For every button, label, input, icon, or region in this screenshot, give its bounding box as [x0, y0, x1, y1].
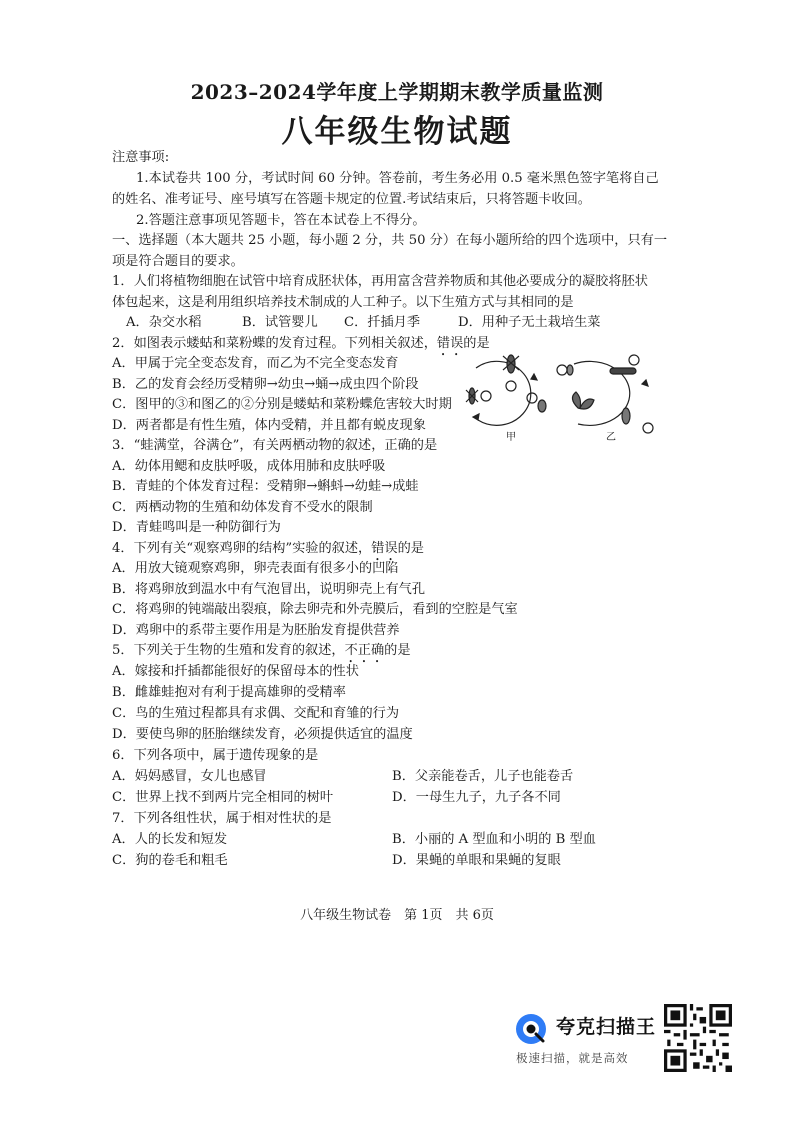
notice-heading: 注意事项:	[112, 150, 170, 165]
diagram-label-yi: 乙	[606, 432, 616, 442]
q2-option-d: D．两者都是有性生殖，体内受精，并且都有蜕皮现象	[112, 418, 426, 433]
q4-option-c: C．将鸡卵的钝端敲出裂痕，除去卵壳和外壳膜后，看到的空腔是气室	[112, 602, 518, 617]
q6-option-d: D．一母生九子，九子各不同	[392, 790, 561, 805]
q3-option-a: A．幼体用鳃和皮肤呼吸，成体用肺和皮肤呼吸	[112, 459, 386, 474]
q2-stem-post: 的是	[463, 336, 490, 351]
q3-option-b: B．青蛙的个体发育过程：受精卵→蝌蚪→幼蛙→成蛙	[112, 479, 419, 494]
q2-stem-pre: 2．如图表示蝼蛄和菜粉蝶的发育过程。下列相关叙述，	[112, 336, 437, 351]
q7-stem: 7．下列各组性状，属于相对性状的是	[112, 811, 332, 826]
q5-option-a: A．嫁接和扦插都能很好的保留母本的性状	[112, 664, 359, 679]
q7-option-a: A．人的长发和短发	[112, 832, 228, 847]
q3-option-c: C．两栖动物的生殖和幼体发育不受水的限制	[112, 500, 373, 515]
q6-option-b: B．父亲能卷舌，儿子也能卷舌	[392, 769, 574, 784]
q2-option-a: A．甲属于完全变态发育，而乙为不完全变态发育	[112, 356, 399, 371]
q1-option-a: A．杂交水稻	[126, 315, 202, 330]
notice-item-1-line-1: 1.本试卷共 100 分，考试时间 60 分钟。答卷前，考生务必用 0.5 毫米黑色签字笔将自己	[136, 171, 659, 186]
q5-option-c: C．鸟的生殖过程都具有求偶、交配和育雏的行为	[112, 706, 400, 721]
exam-title: 2023–2024学年度上学期期末教学质量监测	[190, 80, 604, 104]
q5-stem-emphasis: 不正确	[344, 643, 385, 658]
scanner-brand-name: 夸克扫描王	[556, 1016, 657, 1038]
notice-item-2: 2.答题注意事项见答题卡，答在本试卷上不得分。	[136, 213, 426, 228]
q4-option-d: D．鸡卵中的系带主要作用是为胚胎发育提供营养	[112, 623, 400, 638]
q2-stem-emphasis: 错误	[436, 336, 464, 351]
q1-option-d: D．用种子无土栽培生菜	[458, 315, 601, 330]
q4-stem-pre: 4．下列有关“观察鸡卵的结构”实验的叙述，	[112, 541, 372, 556]
cycle-yi	[557, 355, 653, 433]
q1-stem-line-2: 体包起来，这是利用组织培养技术制成的人工种子。以下生殖方式与其相同的是	[112, 295, 574, 310]
q4-option-a: A．用放大镜观察鸡卵，卵壳表面有很多小的凹陷	[112, 561, 399, 576]
q7-option-c: C．狗的卷毛和粗毛	[112, 853, 228, 868]
q2-option-c: C．图甲的③和图乙的②分别是蝼蛄和菜粉蝶危害较大时期	[112, 397, 452, 412]
q4-stem-post: 的是	[397, 541, 424, 556]
insect-development-diagram	[456, 350, 666, 442]
q6-option-c: C．世界上找不到两片完全相同的树叶	[112, 790, 334, 805]
q5-option-d: D．要使鸟卵的胚胎继续发育，必须提供适宜的温度	[112, 727, 413, 742]
qr-code-icon	[664, 1004, 732, 1072]
scanner-tagline: 极速扫描，就是高效	[516, 1051, 629, 1065]
q7-option-b: B．小丽的 A 型血和小明的 B 型血	[392, 832, 596, 847]
q1-stem-line-1: 1．人们将植物细胞在试管中培育成胚状体，再用富含营养物质和其他必要成分的凝胶将胚状	[112, 274, 648, 289]
q1-option-b: B．试管婴儿	[242, 315, 318, 330]
q3-option-d: D．青蛙鸣叫是一种防御行为	[112, 520, 281, 535]
q5-stem-pre: 5．下列关于生物的生殖和发育的叙述，	[112, 643, 345, 658]
q7-option-d: D．果蝇的单眼和果蝇的复眼	[392, 853, 561, 868]
q6-stem: 6．下列各项中，属于遗传现象的是	[112, 748, 319, 763]
q4-option-b: B．将鸡卵放到温水中有气泡冒出，说明卵壳上有气孔	[112, 582, 426, 597]
q1-option-c: C．扦插月季	[344, 315, 421, 330]
exam-subtitle: 八年级生物试题	[281, 114, 513, 150]
cycle-jia	[466, 355, 546, 425]
q4-stem-emphasis: 错误	[371, 541, 398, 556]
q5-option-b: B．雌雄蛙抱对有利于提高雄卵的受精率	[112, 685, 346, 700]
q2-option-b: B．乙的发育会经历受精卵→幼虫→蛹→成虫四个阶段	[112, 377, 419, 392]
scanner-logo-icon	[514, 1012, 548, 1046]
section-heading-line-2: 项是符合题目的要求。	[112, 254, 244, 269]
q5-stem-post: 的是	[384, 643, 411, 658]
diagram-label-jia: 甲	[506, 432, 516, 442]
q3-stem: 3．“蛙满堂，谷满仓”，有关两栖动物的叙述，正确的是	[112, 438, 438, 453]
notice-item-1-line-2: 的姓名、准考证号、座号填写在答题卡规定的位置.考试结束后，只将答题卡收回。	[112, 192, 591, 207]
section-heading-line-1: 一、选择题（本大题共 25 小题，每小题 2 分，共 50 分）在每小题所给的四个选项中，只有一	[112, 233, 668, 248]
page-footer: 八年级生物试卷 第 1页 共 6页	[300, 908, 494, 923]
q6-option-a: A．妈妈感冒，女儿也感冒	[112, 769, 267, 784]
